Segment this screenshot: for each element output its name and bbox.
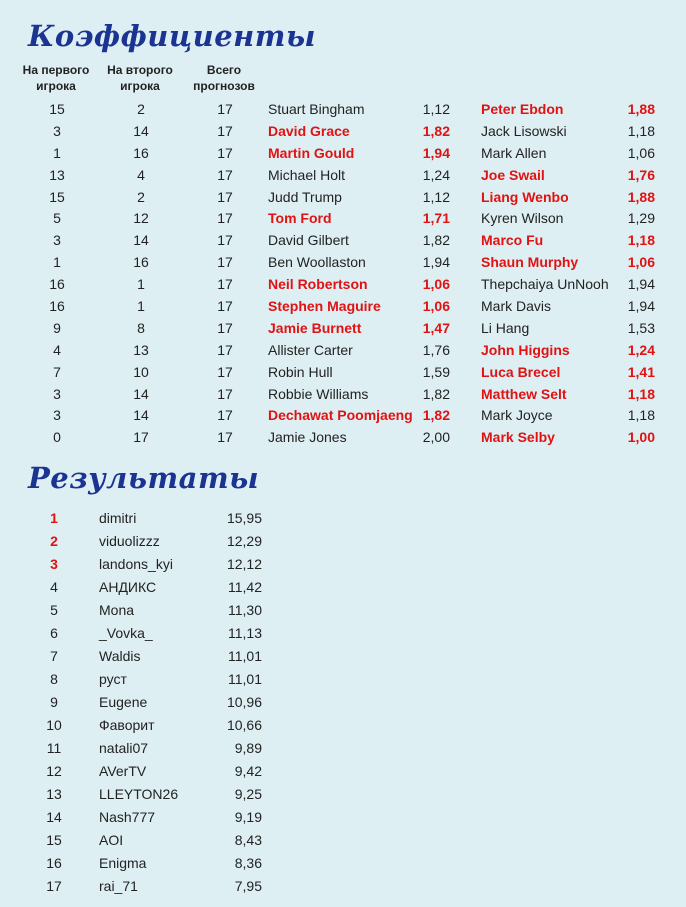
result-row — [0, 576, 686, 599]
result-score: 12,29 — [226, 533, 262, 550]
player2-name: Kyren Wilson — [481, 210, 564, 227]
header-second-line1: На второго — [107, 63, 173, 77]
result-score: 11,30 — [228, 602, 262, 619]
result-row — [0, 530, 686, 553]
result-username: АНДИКС — [99, 579, 157, 596]
votes-total: 17 — [217, 429, 233, 446]
player1-odds: 1,82 — [422, 122, 450, 139]
votes-total: 17 — [217, 166, 233, 183]
votes-first: 3 — [53, 385, 61, 402]
result-rank: 10 — [46, 717, 62, 734]
result-row — [0, 760, 686, 783]
match-row — [0, 208, 686, 230]
votes-second: 8 — [137, 319, 145, 336]
player2-odds: 1,94 — [627, 298, 655, 315]
result-username: _Vovka_ — [99, 625, 153, 642]
result-rank: 3 — [50, 556, 58, 573]
votes-first: 16 — [49, 276, 65, 293]
player1-odds: 1,24 — [422, 166, 450, 183]
result-row — [0, 737, 686, 760]
result-row — [0, 875, 686, 898]
votes-first: 3 — [53, 407, 61, 424]
header-total-predictions — [186, 62, 262, 94]
votes-total: 17 — [217, 232, 233, 249]
votes-first: 3 — [53, 122, 61, 139]
match-row — [0, 99, 686, 121]
votes-first: 4 — [53, 341, 61, 358]
player1-odds: 1,71 — [422, 210, 450, 227]
header-first-player — [14, 62, 98, 94]
player2-odds: 1,29 — [627, 210, 655, 227]
header-second-line2: игрока — [120, 79, 160, 93]
match-row — [0, 121, 686, 143]
result-username: AVerTV — [99, 763, 147, 780]
odds-table — [0, 99, 686, 449]
player2-name: Luca Brecel — [481, 363, 561, 380]
result-score: 7,95 — [234, 878, 262, 895]
player1-odds: 1,82 — [422, 232, 450, 249]
result-rank: 4 — [50, 579, 58, 596]
player2-odds: 1,76 — [627, 166, 655, 183]
result-row — [0, 783, 686, 806]
result-row — [0, 691, 686, 714]
votes-first: 1 — [53, 254, 61, 271]
result-score: 9,42 — [234, 763, 262, 780]
result-score: 11,42 — [228, 579, 262, 596]
result-rank: 8 — [50, 671, 58, 688]
player1-odds: 1,06 — [422, 276, 450, 293]
match-row — [0, 296, 686, 318]
match-row — [0, 362, 686, 384]
player1-odds: 1,12 — [422, 101, 450, 117]
result-row — [0, 806, 686, 829]
player1-name: Neil Robertson — [268, 276, 368, 293]
player2-name: Mark Davis — [481, 298, 552, 315]
result-username: Mona — [99, 602, 135, 619]
result-username: natali07 — [99, 740, 149, 757]
player2-odds: 1,18 — [627, 385, 655, 402]
player2-odds: 1,94 — [627, 276, 655, 293]
result-row — [0, 829, 686, 852]
player2-name: Jack Lisowski — [481, 122, 567, 139]
votes-first: 15 — [49, 188, 65, 205]
match-row — [0, 274, 686, 296]
result-username: viduolizzz — [99, 533, 160, 550]
result-username: руст — [99, 671, 127, 688]
result-rank: 7 — [50, 648, 58, 665]
player2-odds: 1,06 — [627, 254, 655, 271]
player2-odds: 1,24 — [627, 341, 655, 358]
result-rank: 14 — [46, 809, 62, 826]
votes-first: 9 — [53, 319, 61, 336]
player2-odds: 1,88 — [627, 101, 655, 117]
votes-second: 1 — [137, 276, 145, 293]
result-rank: 6 — [50, 625, 58, 642]
match-row — [0, 252, 686, 274]
result-row — [0, 668, 686, 691]
player1-name: Stephen Maguire — [268, 298, 381, 315]
result-score: 8,36 — [234, 855, 262, 872]
player2-name: John Higgins — [481, 341, 570, 358]
player2-name: Matthew Selt — [481, 385, 567, 402]
match-row — [0, 318, 686, 340]
votes-total: 17 — [217, 298, 233, 315]
player2-name: Thepchaiya UnNooh — [481, 276, 609, 293]
player1-name: Robbie Williams — [268, 385, 369, 402]
result-row — [0, 599, 686, 622]
player1-odds: 2,00 — [422, 429, 450, 446]
result-rank: 13 — [46, 786, 62, 803]
player2-odds: 1,53 — [627, 319, 655, 336]
player2-odds: 1,18 — [627, 122, 655, 139]
player1-name: Dechawat Poomjaeng — [268, 407, 413, 424]
votes-first: 7 — [53, 363, 61, 380]
result-score: 11,01 — [228, 648, 262, 665]
votes-total: 17 — [217, 210, 233, 227]
match-row — [0, 384, 686, 406]
votes-second: 2 — [137, 188, 145, 205]
match-row — [0, 143, 686, 165]
result-rank: 17 — [46, 878, 62, 895]
odds-title: Коэффициенты — [28, 19, 316, 53]
votes-total: 17 — [217, 254, 233, 271]
player1-odds: 1,12 — [422, 188, 450, 205]
header-first-line2: игрока — [36, 79, 76, 93]
votes-second: 16 — [133, 144, 149, 161]
match-row — [0, 405, 686, 427]
result-row — [0, 622, 686, 645]
result-rank: 9 — [50, 694, 58, 711]
match-row — [0, 427, 686, 449]
header-total-line2: прогнозов — [193, 79, 255, 93]
header-first-line1: На первого — [22, 63, 90, 77]
result-username: Waldis — [99, 648, 141, 665]
result-score: 8,43 — [234, 832, 262, 849]
player1-odds: 1,59 — [422, 363, 450, 380]
votes-second: 14 — [133, 232, 149, 249]
votes-second: 14 — [133, 385, 149, 402]
result-username: LLEYTON26 — [99, 786, 179, 803]
player1-odds: 1,76 — [422, 341, 450, 358]
votes-second: 16 — [133, 254, 149, 271]
result-score: 9,25 — [234, 786, 262, 803]
votes-first: 1 — [53, 144, 61, 161]
result-username: landons_kyi — [99, 556, 173, 573]
result-row — [0, 645, 686, 668]
player1-name: Judd Trump — [268, 188, 342, 205]
player1-name: Robin Hull — [268, 363, 333, 380]
votes-first: 16 — [49, 298, 65, 315]
player2-odds: 1,00 — [627, 429, 655, 446]
player1-odds: 1,47 — [422, 319, 450, 336]
player1-name: Martin Gould — [268, 144, 355, 161]
result-username: Eugene — [99, 694, 148, 711]
player2-name: Mark Allen — [481, 144, 547, 161]
result-score: 9,19 — [234, 809, 262, 826]
match-row — [0, 340, 686, 362]
result-rank: 16 — [46, 855, 62, 872]
header-second-player — [100, 62, 180, 94]
result-username: Фаворит — [99, 717, 155, 734]
result-rank: 2 — [50, 533, 58, 550]
player2-name: Mark Joyce — [481, 407, 553, 424]
header-total-line1: Всего — [206, 63, 242, 77]
results-title: Результаты — [28, 461, 260, 495]
votes-second: 2 — [137, 101, 145, 117]
result-username: Enigma — [99, 855, 147, 872]
player1-odds: 1,82 — [422, 385, 450, 402]
votes-first: 5 — [53, 210, 61, 227]
votes-total: 17 — [217, 276, 233, 293]
votes-first: 3 — [53, 232, 61, 249]
player2-name: Joe Swail — [481, 166, 545, 183]
votes-first: 0 — [53, 429, 61, 446]
result-row — [0, 714, 686, 737]
votes-second: 1 — [137, 298, 145, 315]
result-score: 11,13 — [228, 625, 262, 642]
votes-total: 17 — [217, 407, 233, 424]
player2-odds: 1,41 — [627, 363, 655, 380]
result-row — [0, 852, 686, 875]
player1-name: Tom Ford — [268, 210, 332, 227]
result-score: 9,89 — [234, 740, 262, 757]
votes-total: 17 — [217, 188, 233, 205]
player1-name: Allister Carter — [268, 341, 353, 358]
votes-second: 17 — [133, 429, 149, 446]
player1-name: Jamie Jones — [268, 429, 347, 446]
result-rank: 12 — [46, 763, 62, 780]
votes-first: 15 — [49, 101, 65, 117]
results-table — [0, 507, 686, 898]
player2-odds: 1,18 — [627, 232, 655, 249]
votes-second: 14 — [133, 122, 149, 139]
result-username: rai_71 — [99, 878, 138, 895]
result-rank: 11 — [46, 740, 62, 757]
player1-odds: 1,06 — [422, 298, 450, 315]
result-rank: 1 — [50, 510, 58, 526]
player1-name: David Grace — [268, 122, 350, 139]
player1-name: David Gilbert — [268, 232, 349, 249]
result-score: 11,01 — [228, 671, 262, 688]
votes-second: 12 — [133, 210, 149, 227]
result-rank: 5 — [50, 602, 58, 619]
result-username: AOI — [99, 832, 124, 849]
votes-total: 17 — [217, 363, 233, 380]
player2-name: Shaun Murphy — [481, 254, 579, 271]
player1-name: Michael Holt — [268, 166, 346, 183]
player2-name: Peter Ebdon — [481, 101, 564, 117]
match-row — [0, 165, 686, 187]
result-score: 10,66 — [226, 717, 262, 734]
player2-name: Mark Selby — [481, 429, 555, 446]
player1-odds: 1,82 — [422, 407, 450, 424]
player2-name: Marco Fu — [481, 232, 544, 249]
result-rank: 15 — [46, 832, 62, 849]
player1-name: Ben Woollaston — [268, 254, 366, 271]
player2-odds: 1,18 — [627, 407, 655, 424]
player2-name: Liang Wenbo — [481, 188, 569, 205]
match-row — [0, 187, 686, 209]
result-score: 10,96 — [226, 694, 262, 711]
votes-total: 17 — [217, 101, 233, 117]
player1-name: Stuart Bingham — [268, 101, 365, 117]
result-row — [0, 553, 686, 576]
result-row — [0, 507, 686, 530]
votes-first: 13 — [49, 166, 65, 183]
player2-odds: 1,88 — [627, 188, 655, 205]
votes-total: 17 — [217, 385, 233, 402]
result-score: 12,12 — [226, 556, 262, 573]
votes-second: 14 — [133, 407, 149, 424]
votes-total: 17 — [217, 341, 233, 358]
votes-second: 4 — [137, 166, 145, 183]
votes-total: 17 — [217, 122, 233, 139]
votes-second: 10 — [133, 363, 149, 380]
player2-odds: 1,06 — [627, 144, 655, 161]
votes-total: 17 — [217, 144, 233, 161]
player1-name: Jamie Burnett — [268, 319, 362, 336]
player1-odds: 1,94 — [422, 144, 450, 161]
match-row — [0, 230, 686, 252]
player2-name: Li Hang — [481, 319, 530, 336]
result-score: 15,95 — [226, 510, 262, 526]
votes-total: 17 — [217, 319, 233, 336]
votes-second: 13 — [133, 341, 149, 358]
player1-odds: 1,94 — [422, 254, 450, 271]
result-username: Nash777 — [99, 809, 156, 826]
result-username: dimitri — [99, 510, 137, 526]
